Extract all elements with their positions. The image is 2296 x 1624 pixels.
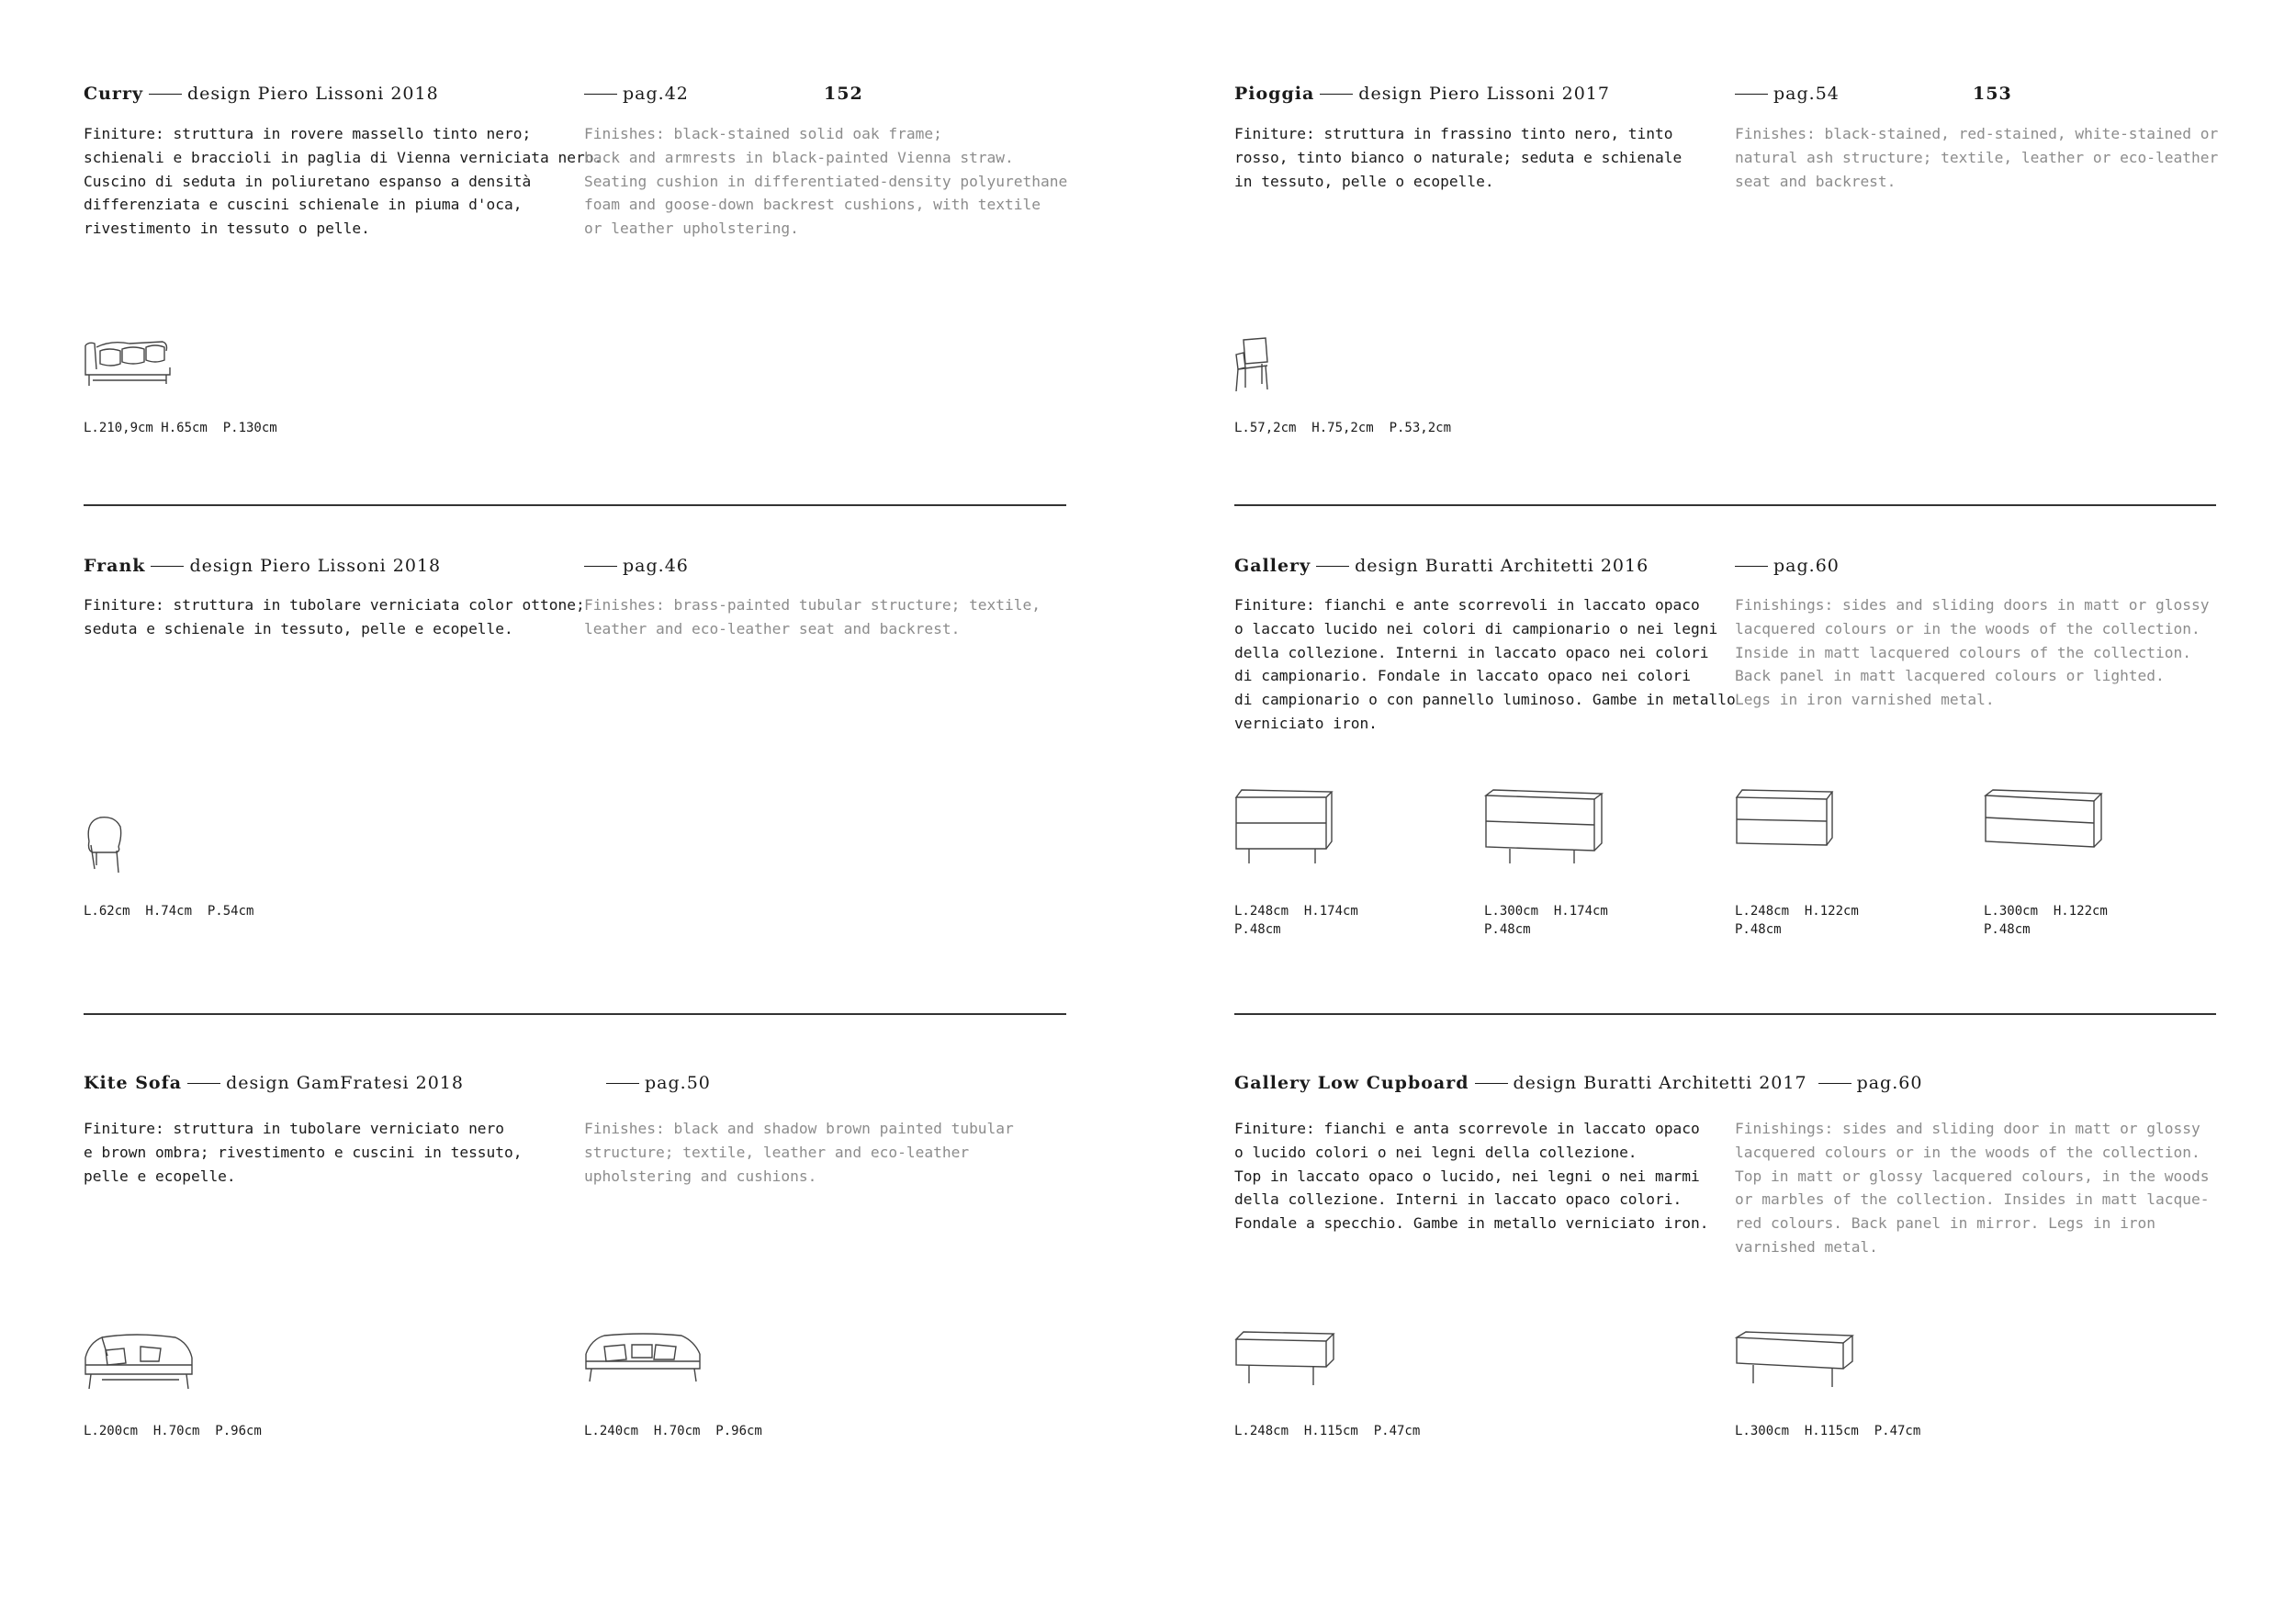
gallery-cupboard-icon-1 <box>1234 788 1334 865</box>
dimensions-frank: L.62cm H.74cm P.54cm <box>84 904 254 919</box>
product-name: Pioggia <box>1234 84 1315 104</box>
designer: design Piero Lissoni 2017 <box>1358 84 1610 104</box>
product-title-gallery <box>1234 556 1649 576</box>
page-ref: pag.46 <box>623 556 689 576</box>
description-it-pioggia: Finiture: struttura in frassino tinto nero, tinto rosso, tinto bianco o naturale; seduta e schienale in tessuto, pelle o ecopelle. <box>1234 125 1683 190</box>
ref-dash <box>1735 94 1768 95</box>
page-ref: pag.60 <box>1773 556 1840 576</box>
title-dash <box>1475 1083 1508 1084</box>
product-title-pioggia <box>1234 84 1610 104</box>
page-ref: pag.42 <box>623 84 689 104</box>
product-name: Gallery Low Cupboard <box>1234 1073 1469 1093</box>
designer: design Buratti Architetti 2016 <box>1355 556 1649 576</box>
page-number-left: 152 <box>824 84 863 104</box>
frank-chair-icon <box>84 814 126 874</box>
ref-dash <box>584 566 617 567</box>
pioggia-chair-icon <box>1234 336 1271 393</box>
page-number-right: 153 <box>1973 84 2012 104</box>
curry-sofa-icon <box>84 338 172 389</box>
designer: design GamFratesi 2018 <box>226 1073 464 1093</box>
ref-dash <box>584 94 617 95</box>
dimensions-gallery-1: L.248cm H.174cm P.48cm <box>1234 904 1358 937</box>
gallery-low-cupboard-icon-2 <box>1735 1330 1854 1389</box>
dimensions-gallery-low-2: L.300cm H.115cm P.47cm <box>1735 1424 1921 1438</box>
description-en-gallery: Finishings: sides and sliding doors in matt or glossy lacquered colours or in the woods of the collection. Inside in matt lacquered colours of the collection. Back panel in matt lacquered colours or lighted. Legs in iron varnished metal. <box>1735 596 2210 709</box>
gallery-cupboard-icon-2 <box>1484 788 1604 865</box>
ref-dash <box>1818 1083 1851 1084</box>
product-title-curry <box>84 84 439 104</box>
dimensions-gallery-3: L.248cm H.122cm P.48cm <box>1735 904 1859 937</box>
divider <box>1234 1013 2216 1015</box>
description-en-frank: Finishes: brass-painted tubular structure; textile, leather and eco-leather seat and backrest. <box>584 596 1041 637</box>
designer: design Piero Lissoni 2018 <box>189 556 442 576</box>
description-it-gallery: Finiture: fianchi e ante scorrevoli in laccato opaco o laccato lucido nei colori di campionario o nei legni della collezione. Interni in laccato opaco nei colori di campionario. Fondale in laccato opaco nei colori di campionario o con pannello luminoso. Gambe in metallo verniciato iron. <box>1234 596 1736 732</box>
designer: design Buratti Architetti 2017 <box>1513 1073 1807 1093</box>
title-dash <box>187 1083 220 1084</box>
gallery-cupboard-icon-3 <box>1735 788 1834 852</box>
kite-sofa-small-icon <box>84 1334 194 1393</box>
gallery-cupboard-icon-4 <box>1984 788 2103 856</box>
description-en-gallery-low: Finishings: sides and sliding door in matt or glossy lacquered colours or in the woods of the collection. Top in matt or glossy lacquered colours, in the woods or marbles of the collection. Insides in matt lacque- red colours. Back panel in mirror. Legs in iron varnished metal. <box>1735 1120 2210 1256</box>
title-dash <box>151 566 184 567</box>
dimensions-gallery-low-1: L.248cm H.115cm P.47cm <box>1234 1424 1421 1438</box>
dimensions-kite-2: L.240cm H.70cm P.96cm <box>584 1424 762 1438</box>
product-name: Frank <box>84 556 146 576</box>
ref-dash <box>1735 566 1768 567</box>
description-it-kite: Finiture: struttura in tubolare verniciato nero e brown ombra; rivestimento e cuscini in tessuto, pelle e ecopelle. <box>84 1120 523 1185</box>
page-ref-frank <box>584 556 689 576</box>
page-ref: pag.54 <box>1773 84 1840 104</box>
dimensions-gallery-2: L.300cm H.174cm P.48cm <box>1484 904 1608 937</box>
description-it-curry: Finiture: struttura in rovere massello tinto nero; schienali e braccioli in paglia di Vienna verniciata nero. Cuscino di seduta in poliuretano espanso a densità differenziata e cuscini schienale in piuma d'oca, rivestimento in tessuto o pelle. <box>84 125 603 238</box>
gallery-low-cupboard-icon-1 <box>1234 1330 1335 1387</box>
description-it-gallery-low: Finiture: fianchi e anta scorrevole in laccato opaco o lucido colori o nei legni della collezione. Top in laccato opaco o lucido, nei legni o nei marmi della collezione. Interni in laccato opaco colori. Fondale a specchio. Gambe in metallo verniciato iron. <box>1234 1120 1709 1233</box>
dimensions-gallery-4: L.300cm H.122cm P.48cm <box>1984 904 2108 937</box>
title-dash <box>1316 566 1349 567</box>
dimensions-pioggia: L.57,2cm H.75,2cm P.53,2cm <box>1234 421 1452 435</box>
product-title-gallery-low <box>1234 1073 1922 1093</box>
description-en-kite: Finishes: black and shadow brown painted tubular structure; textile, leather and eco-leather upholstering and cushions. <box>584 1120 1014 1185</box>
page-ref: pag.50 <box>645 1073 711 1093</box>
divider <box>84 504 1066 506</box>
divider <box>1234 504 2216 506</box>
product-title-frank <box>84 556 441 576</box>
page-ref: pag.60 <box>1856 1073 1923 1093</box>
page-ref-gallery <box>1735 556 1840 576</box>
product-title-kite <box>84 1073 464 1093</box>
designer: design Piero Lissoni 2018 <box>187 84 439 104</box>
kite-sofa-large-icon <box>584 1334 702 1385</box>
dimensions-curry: L.210,9cm H.65cm P.130cm <box>84 421 277 435</box>
product-name: Curry <box>84 84 143 104</box>
ref-dash <box>606 1083 639 1084</box>
product-name: Gallery <box>1234 556 1311 576</box>
page-ref-pioggia <box>1735 84 1840 104</box>
dimensions-kite-1: L.200cm H.70cm P.96cm <box>84 1424 262 1438</box>
description-en-pioggia: Finishes: black-stained, red-stained, white-stained or natural ash structure; textile, leather or eco-leather seat and backrest. <box>1735 125 2219 190</box>
divider <box>84 1013 1066 1015</box>
description-it-frank: Finiture: struttura in tubolare verniciata color ottone; seduta e schienale in tessuto, pelle e ecopelle. <box>84 596 585 637</box>
description-en-curry: Finishes: black-stained solid oak frame; back and armrests in black-painted Vienna straw. Seating cushion in differentiated-density polyurethane foam and goose-down backrest cushions, with textile or leather upholstering. <box>584 125 1068 238</box>
page-ref-curry <box>584 84 689 104</box>
title-dash <box>1320 94 1353 95</box>
product-name: Kite Sofa <box>84 1073 183 1093</box>
page-ref-kite <box>606 1073 711 1093</box>
title-dash <box>149 94 182 95</box>
